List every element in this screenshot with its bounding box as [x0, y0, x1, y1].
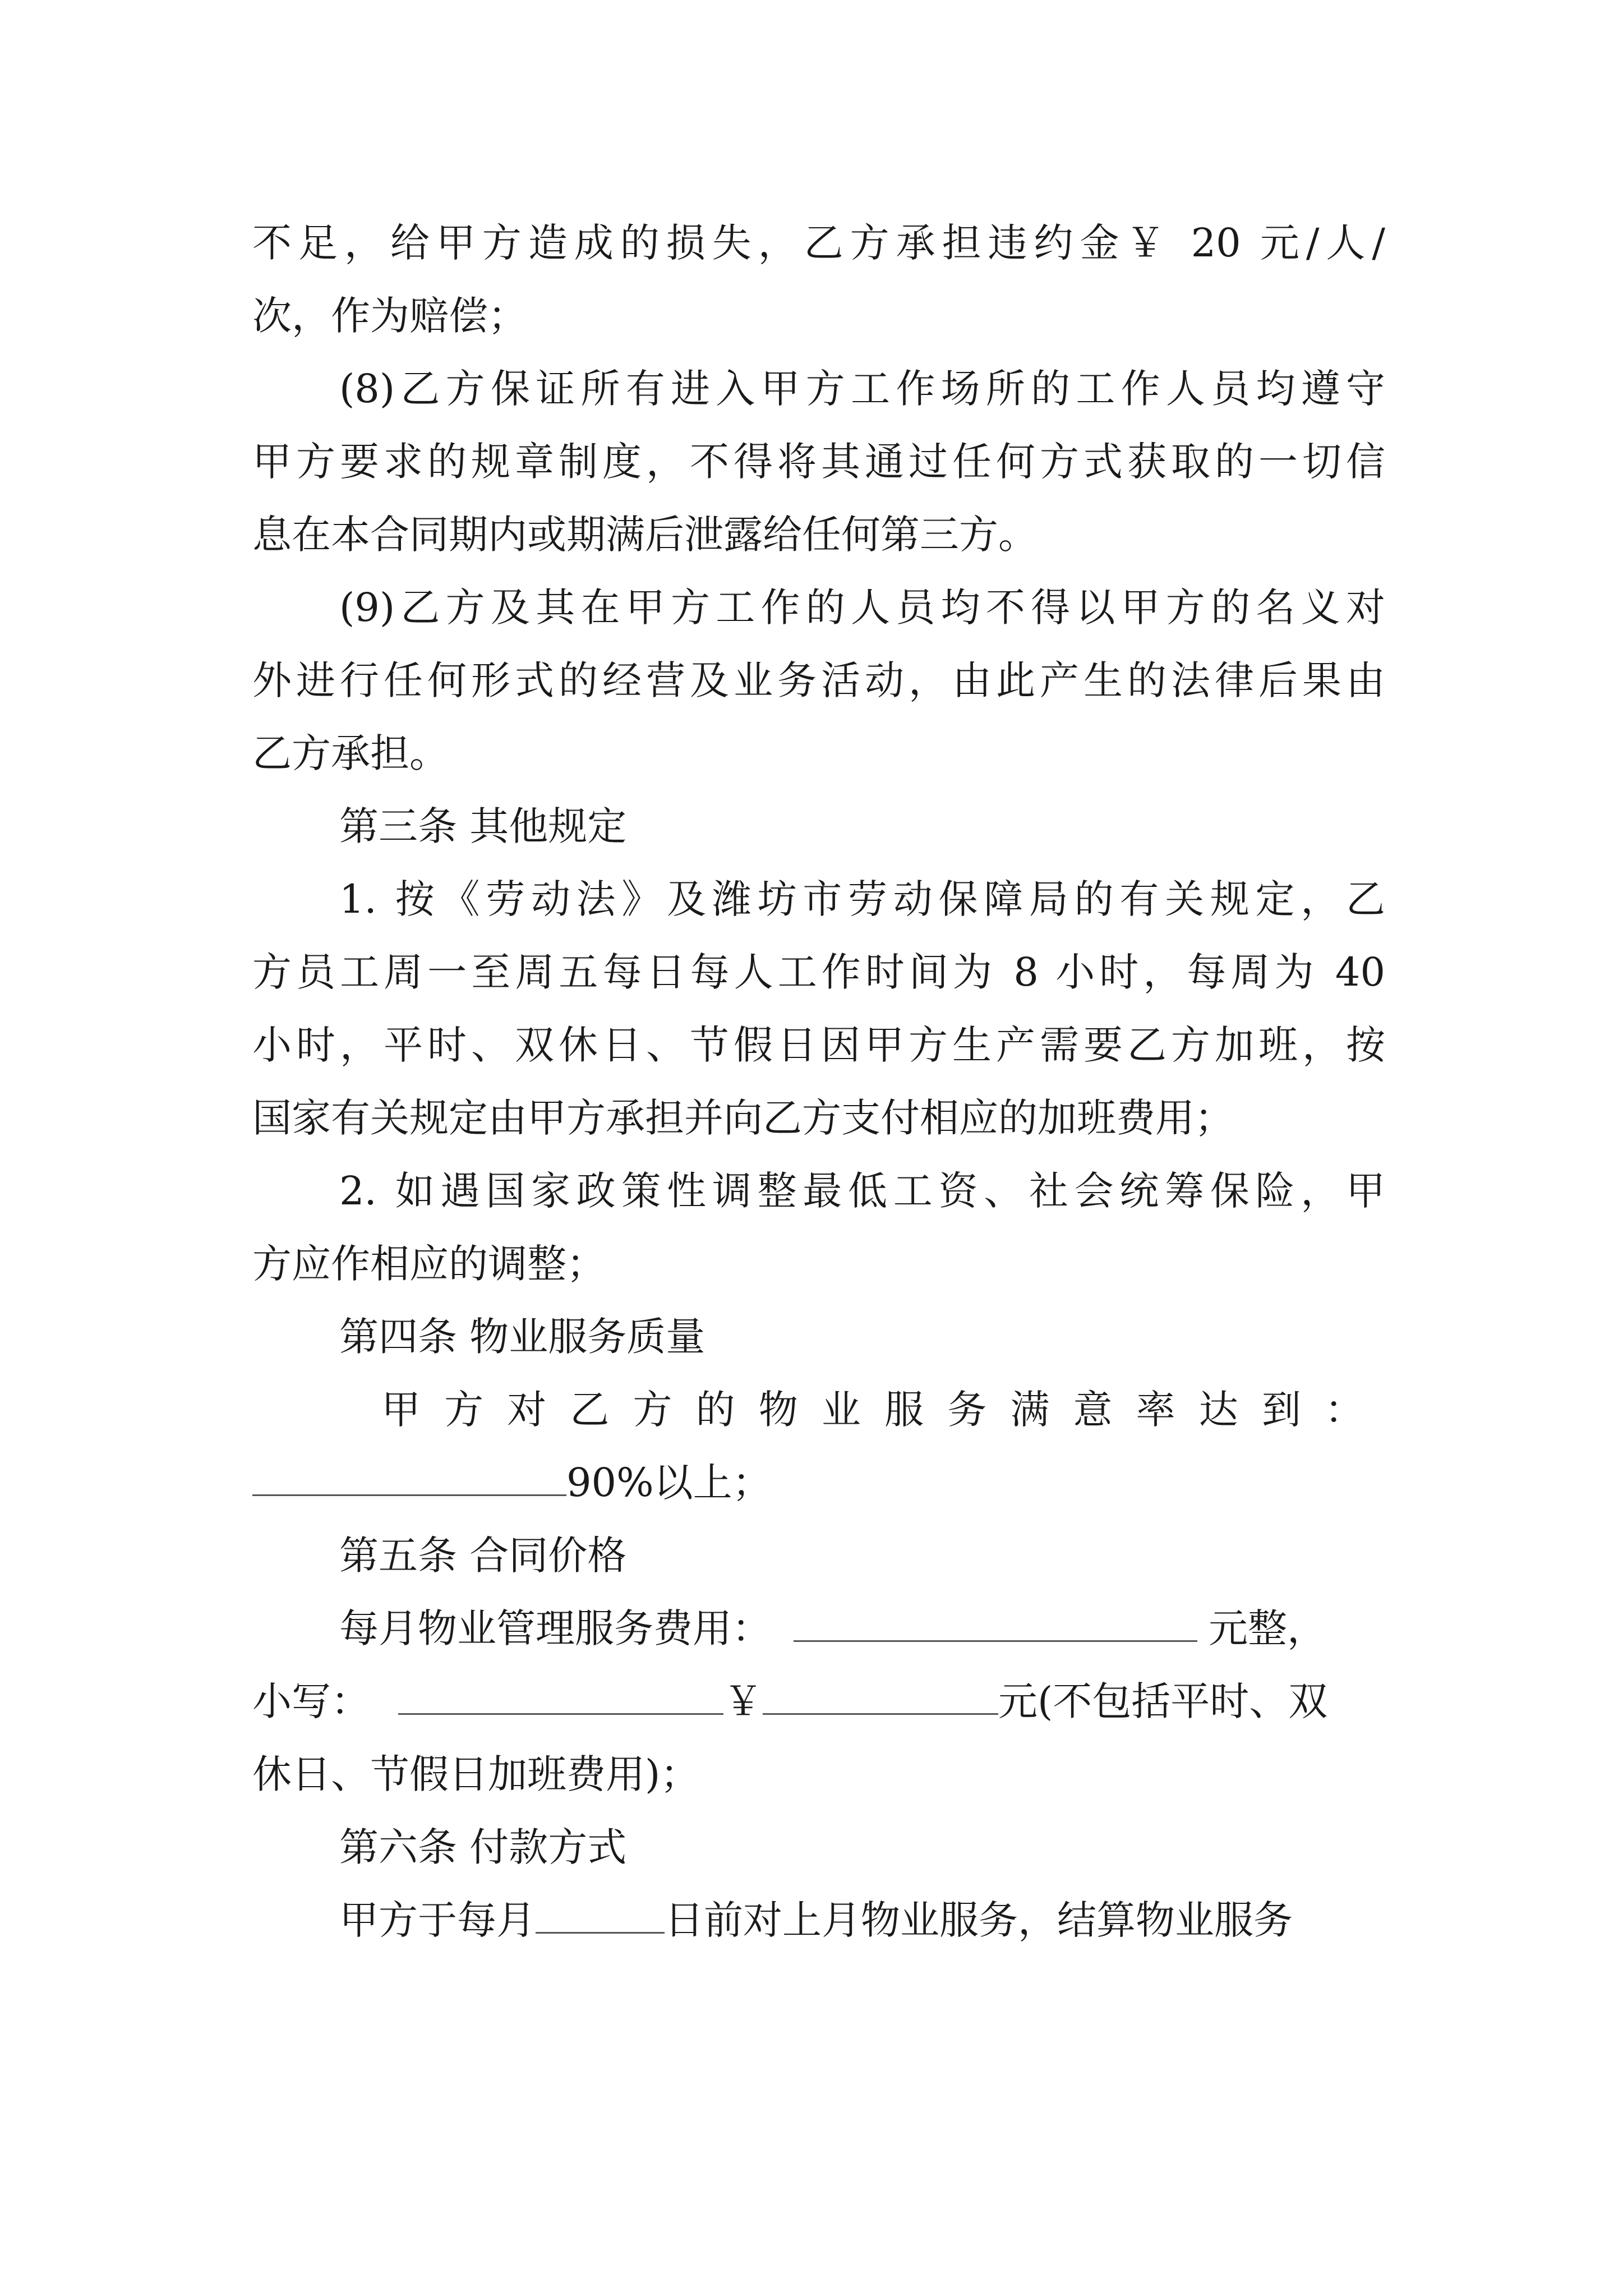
- text-line: 国家有关规定由甲方承担并向乙方支付相应的加班费用；: [252, 1095, 1234, 1141]
- clause-3-1: 1. 按《劳动法》及潍坊市劳动保障局的有关规定，乙: [339, 876, 1385, 922]
- satisfaction-line: 甲方对乙方的物业服务满意率达到：: [381, 1387, 1385, 1433]
- amount-blank[interactable]: [398, 1674, 723, 1715]
- text-line: 外进行任何形式的经营及业务活动，由此产生的法律后果由: [252, 657, 1385, 703]
- text-line: 休日、节假日加班费用)；: [252, 1751, 700, 1797]
- satisfaction-rate: 90%以上；: [566, 1460, 772, 1506]
- satisfaction-rate-line: [252, 1452, 1385, 1513]
- clause-8: (8)乙方保证所有进入甲方工作场所的工作人员均遵守: [339, 366, 1385, 412]
- text-line: 小时，平时、双休日、节假日因甲方生产需要乙方加班，按: [252, 1022, 1385, 1068]
- article-4-heading: 第四条 物业服务质量: [339, 1314, 706, 1360]
- text-line: 乙方承担。: [252, 730, 449, 776]
- amount-label: 小写：: [252, 1678, 370, 1724]
- monthly-fee-label: 每月物业管理服务费用：: [339, 1605, 771, 1651]
- payment-label: 甲方于每月: [339, 1897, 536, 1943]
- article-6-heading: 第六条 付款方式: [339, 1824, 627, 1870]
- monthly-fee-line: [339, 1598, 1385, 1659]
- article-3-heading: 第三条 其他规定: [339, 803, 627, 849]
- yuan-symbol: ￥: [723, 1678, 763, 1724]
- monthly-fee-blank[interactable]: [794, 1601, 1197, 1642]
- blank-field[interactable]: [252, 1455, 566, 1496]
- text-line: 方应作相应的调整；: [252, 1241, 606, 1287]
- clause-3-2: 2. 如遇国家政策性调整最低工资、社会统筹保险，甲: [339, 1168, 1385, 1214]
- payment-day-blank[interactable]: [536, 1893, 665, 1934]
- text-line: 次，作为赔偿；: [252, 293, 527, 339]
- clause-9: (9)乙方及其在甲方工作的人员均不得以甲方的名义对: [339, 585, 1385, 631]
- payment-text: 日前对上月物业服务，结算物业服务: [665, 1897, 1293, 1943]
- text-line: 息在本合同期内或期满后泄露给任何第三方。: [252, 512, 1038, 558]
- text-line: 甲方要求的规章制度，不得将其通过任何方式获取的一切信: [252, 439, 1385, 485]
- amount-line: [252, 1671, 1385, 1732]
- text-line: 方员工周一至周五每日每人工作时间为 8 小时，每周为 40: [252, 949, 1385, 995]
- text-line: 不足，给甲方造成的损失，乙方承担违约金￥ 20 元/人/: [252, 220, 1385, 266]
- article-5-heading: 第五条 合同价格: [339, 1533, 627, 1579]
- monthly-fee-unit: 元整，: [1209, 1605, 1326, 1651]
- amount-number-blank[interactable]: [763, 1674, 998, 1715]
- amount-note: 元(不包括平时、双: [998, 1678, 1328, 1724]
- payment-line: [339, 1889, 1385, 1951]
